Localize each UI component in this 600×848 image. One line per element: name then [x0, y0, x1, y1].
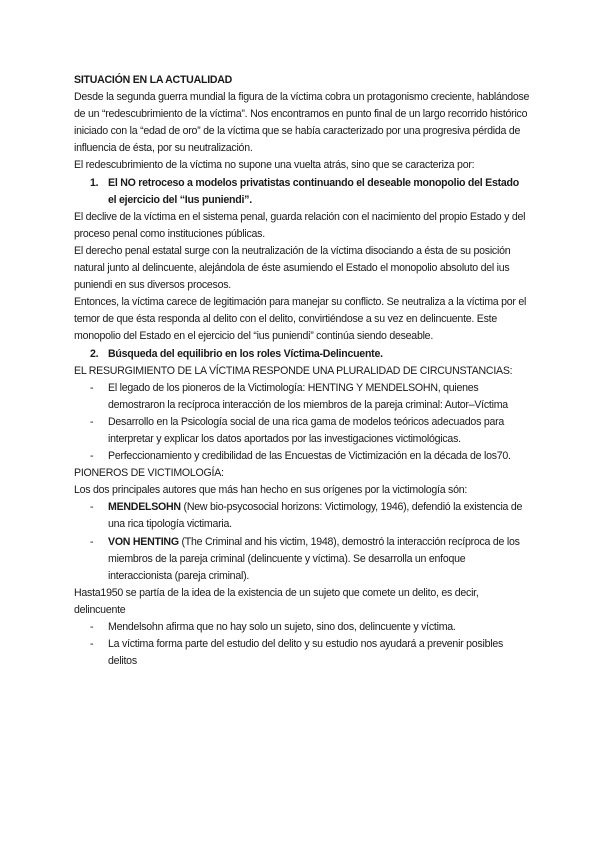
bullet-text: El legado de los pioneros de la Victimología: HENTING Y MENDELSOHN, quienes demostraron la recíproca interacción de los miembros de la pareja criminal: Autor–Víctima	[108, 381, 508, 411]
bullet-dash: -	[90, 535, 94, 548]
bullet-prevention	[74, 636, 530, 670]
paragraph-intro: Desde la segunda guerra mundial la figura de la víctima cobra un protagonismo creciente, hablándose de un “redescubrimiento de la víctima”. Nos encontramos en punto final de un largo recorrido histórico iniciado con la “edad de oro” de la víctima que se había caracterizado por una progresiva pérdida de influencia de ésta, por su neutralización.	[74, 91, 530, 155]
bullet-dash: -	[90, 450, 94, 463]
paragraph-characteristics: El redescubrimiento de la víctima no supone una vuelta atrás, sino que se caracteriza por:	[74, 159, 475, 172]
paragraph-until-1950: Hasta1950 se partía de la idea de la existencia de un sujeto que comete un delito, es decir, delincuente	[74, 586, 479, 616]
numbered-item-2	[74, 346, 530, 363]
bullet-text: Perfeccionamiento y credibilidad de las Encuestas de Victimización en la década de los70.	[108, 450, 511, 463]
bullet-dash: -	[90, 621, 94, 633]
bullet-psychology	[74, 414, 530, 448]
bullet-two-subjects	[74, 619, 530, 636]
document-page	[74, 72, 530, 670]
bullet-von-henting	[74, 534, 530, 585]
bullet-dash: -	[90, 381, 94, 394]
bullet-text: (New bio-psycosocial horizons: Victimology, 1946), defendió la existencia de una rica tipología victimaria.	[108, 501, 523, 531]
bullet-dash: -	[90, 501, 94, 514]
bullet-text: Desarrollo en la Psicología social de una rica gama de modelos teóricos adecuados para interpretar y explicar los datos aportados por las investigaciones victimológicas.	[108, 415, 505, 445]
bullet-legacy	[74, 380, 530, 414]
item-text: Búsqueda del equilibrio en los roles Víctima-Delincuente.	[108, 347, 383, 360]
author-name: VON HENTING	[108, 535, 179, 548]
paragraph-legitimacy: Entonces, la víctima carece de legitimación para manejar su conflicto. Se neutraliza a la víctima por el temor de que ésta responda al delito con el delito, convirtiéndose a su vez en delincuente. Este monopolio del Estado en el ejercicio del “ius puniendi” continúa siendo deseable.	[74, 296, 527, 343]
paragraph-state-law: El derecho penal estatal surge con la neutralización de la víctima disociando a ésta de su posición natural junto al delincuente, alejándola de éste asumiendo el Estado el monopolio absoluto del ius puniendi en sus diversos procesos.	[74, 244, 511, 292]
item-text: El NO retroceso a modelos privatistas continuando el deseable monopolio del Estado el ejercicio del “Ius puniendi”.	[108, 176, 519, 206]
bullet-text: La víctima forma parte del estudio del delito y su estudio nos ayudará a prevenir posibles delitos	[108, 638, 504, 668]
paragraph-authors: Los dos principales autores que más han hecho en sus orígenes por la victimología són:	[74, 484, 468, 497]
item-number: 1.	[90, 176, 99, 189]
bullet-dash: -	[90, 415, 94, 428]
paragraph-decline: El declive de la víctima en el sistema penal, guarda relación con el nacimiento del propio Estado y del proceso penal como instituciones públicas.	[74, 210, 526, 240]
bullet-mendelsohn	[74, 499, 530, 533]
section-title: SITUACIÓN EN LA ACTUALIDAD	[74, 74, 233, 86]
numbered-item-1	[74, 175, 530, 209]
heading-pioneers: PIONEROS DE VICTIMOLOGÍA:	[74, 467, 224, 480]
item-number: 2.	[90, 347, 99, 360]
bullet-dash: -	[90, 638, 94, 651]
heading-resurgence: EL RESURGIMIENTO DE LA VÍCTIMA RESPONDE UNA PLURALIDAD DE CIRCUNSTANCIAS:	[74, 364, 513, 377]
author-name: MENDELSOHN	[108, 501, 181, 514]
bullet-text: Mendelsohn afirma que no hay solo un sujeto, sino dos, delincuente y víctima.	[108, 621, 456, 633]
bullet-surveys	[74, 448, 530, 465]
bullet-text: (The Criminal and his victim, 1948), demostró la interacción recíproca de los miembros de la pareja criminal (delincuente y víctima). Se desarrolla un enfoque interaccionista (pareja criminal).	[108, 535, 520, 582]
